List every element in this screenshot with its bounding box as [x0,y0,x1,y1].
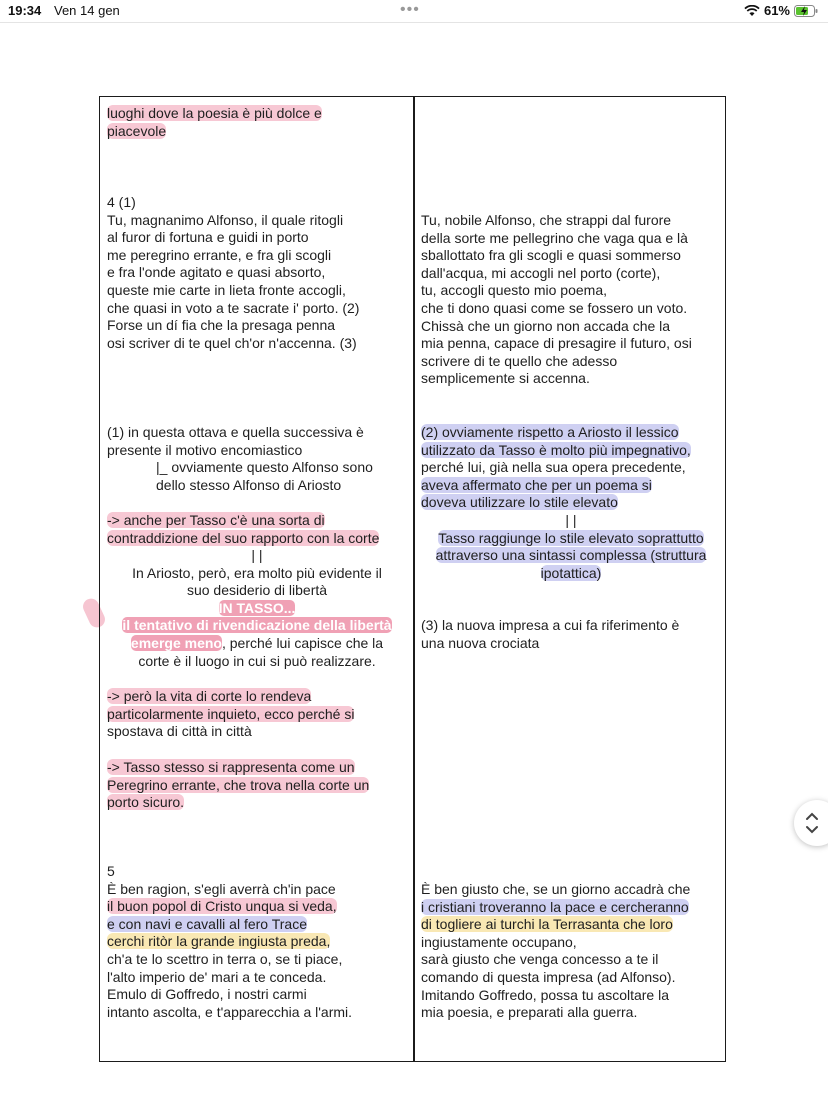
note-line: particolarmente inquieto, ecco perché si [107,705,355,722]
note1-sub [156,459,373,494]
note-line: porto sicuro. [107,794,185,811]
note-line: (1) in questa ottava e quella successiva è [107,424,364,440]
note-line: spostava di città in città [107,723,252,740]
wifi-icon [744,5,760,17]
arrow-note-1 [107,512,379,547]
status-time: 19:34 [8,3,42,18]
paraphrase-line: dall'acqua, mi accogli nel porto (corte), [421,264,661,281]
note-line: attraverso una sintassi complessa (struttura [435,547,707,564]
stanza-number: 5 [107,863,115,879]
paraphrase-line: mia penna, capace di presagire il futuro, osi [421,335,692,352]
status-bar [0,0,828,22]
note-line: contraddizione del suo rapporto con la corte [107,529,380,546]
paraphrase-line: Chissà che un giorno non accada che la [421,317,671,334]
stanza-number: 4 (1) [107,194,136,210]
verse-line: me peregrino errante, e fra gli scogli [107,246,332,263]
note-line: -> anche per Tasso c'è una sorta di [107,512,325,528]
paraphrase-line: sarà giusto che venga concesso a te il [421,951,659,968]
verse-line: cerchi ritòr la grande ingiusta preda, [107,933,331,950]
note-line: -> Tasso stesso si rappresenta come un [107,759,355,775]
stanza5-original [107,863,352,1021]
verse-line: osi scriver di te quel ch'or n'accenna. (3) [107,334,357,351]
arrow-note-2 [107,688,354,741]
paraphrase-line: tu, accogli questo mio poema, [421,282,607,299]
note-line: |_ ovviamente questo Alfonso sono [156,459,373,475]
note-line: doveva utilizzare lo stile elevato [421,494,618,511]
verse-line: e con navi e cavalli al fero Trace [107,915,307,932]
paraphrase-line: ingiustamente occupano, [421,933,577,950]
note-line: | | [251,547,263,563]
note-line: Peregrino errante, che trova nella corte un [107,776,370,793]
verse-line: che quasi in voto a te sacrate i' porto. (2) [107,299,360,316]
note-line: , perché lui capisce che la [221,634,384,651]
chevron-up-down-icon [805,810,819,836]
verse-line: Emulo di Goffredo, i nostri carmi [107,986,307,1003]
text-line: luoghi dove la poesia è più dolce e [107,105,322,121]
note3-block [421,617,679,652]
arrow-note-3 [107,759,369,812]
note-line: una nuova crociata [421,634,540,651]
text-line: piacevole [107,122,167,139]
battery-percent: 61% [763,3,790,18]
note-line: (3) la nuova impresa a cui fa riferimento è [421,617,680,633]
verse-line: al furor di fortuna e guidi in porto [107,229,309,246]
note2-style-block [421,512,721,582]
verse-line: Tu, magnanimo Alfonso, il quale ritogli [107,211,344,228]
note-line: presente il motivo encomiastico [107,441,303,458]
verse-line: e fra l'onde agitato e quasi absorto, [107,264,326,281]
status-right [744,3,818,18]
note-line: IN TASSO... [218,599,296,616]
ariosto-block [107,547,407,670]
status-divider [0,22,828,23]
note-line: | | [565,512,577,528]
note-line: In Ariosto, però, era molto più evidente il [132,564,382,581]
note-line: suo desiderio di libertà [186,582,328,599]
note-line: perché lui, già nella sua opera precedente, [421,459,686,476]
paraphrase-line: che ti dono quasi come se fossero un voto. [421,299,688,316]
multitasking-dots-icon[interactable]: ••• [400,1,420,18]
paraphrase-line: comando di questa impresa (ad Alfonso). [421,968,676,985]
verse-line: ch'a te lo scettro in terra o, se ti piace, [107,950,343,967]
verse-line: l'alto imperio de' mari a te conceda. [107,968,327,985]
paraphrase-line: di togliere ai turchi la Terrasanta che loro [421,916,673,933]
note-line: corte è il luogo in cui si può realizzare. [138,652,376,669]
verse-line: È ben ragion, s'egli averrà ch'in pace [107,880,336,897]
document-table [99,96,726,1062]
verse-line: Forse un dí fia che la presaga penna [107,317,336,334]
top-left-text [107,105,322,140]
note-line: ipotattica) [540,564,602,581]
note1-block [107,424,364,459]
verse-line: il buon popol di Cristo unqua si veda, [107,898,337,915]
note-line: (2) ovviamente rispetto a Ariosto il lessico [421,424,679,440]
paraphrase-line: Imitando Goffredo, possa tu ascoltare la [421,986,669,1003]
stanza5-paraphrase [421,881,690,1022]
note-line: emerge meno [130,634,222,651]
note-line: dello stesso Alfonso di Ariosto [156,476,342,493]
paraphrase-line: sballottato fra gli scogli e quasi sommerso [421,247,681,264]
note-line: Tasso raggiunge lo stile elevato soprattutto [438,529,704,546]
paraphrase-line: È ben giusto che, se un giorno accadrà che [421,881,691,897]
note-line: utilizzato da Tasso è molto più impegnativo, [421,441,691,458]
column-separator [413,97,415,1061]
stanza4-original [107,194,359,352]
paraphrase-line: Tu, nobile Alfonso, che strappi dal furore [421,212,672,228]
note-line: aveva affermato che per un poema si [421,476,652,493]
paraphrase-line: della sorte me pellegrino che vaga qua e là [421,229,688,246]
note-line: -> però la vita di corte lo rendeva [107,688,312,704]
page-scroll-button[interactable] [794,800,828,846]
status-date: Ven 14 gen [54,3,120,18]
paraphrase-line: i cristiani troveranno la pace e cercheranno [421,898,689,915]
note-line: il tentativo di rivendicazione della libertà [122,617,392,634]
verse-line: queste mie carte in lieta fronte accogli, [107,281,346,298]
battery-charging-icon [794,5,818,17]
note2-block [421,424,691,512]
paraphrase-line: scrivere di te quello che adesso [421,352,618,369]
paraphrase-line: mia poesia, e preparati alla guerra. [421,1004,638,1021]
stanza4-paraphrase [421,212,692,388]
verse-line: intanto ascolta, e t'apparecchia a l'armi. [107,1003,353,1020]
paraphrase-line: semplicemente si accenna. [421,370,590,387]
